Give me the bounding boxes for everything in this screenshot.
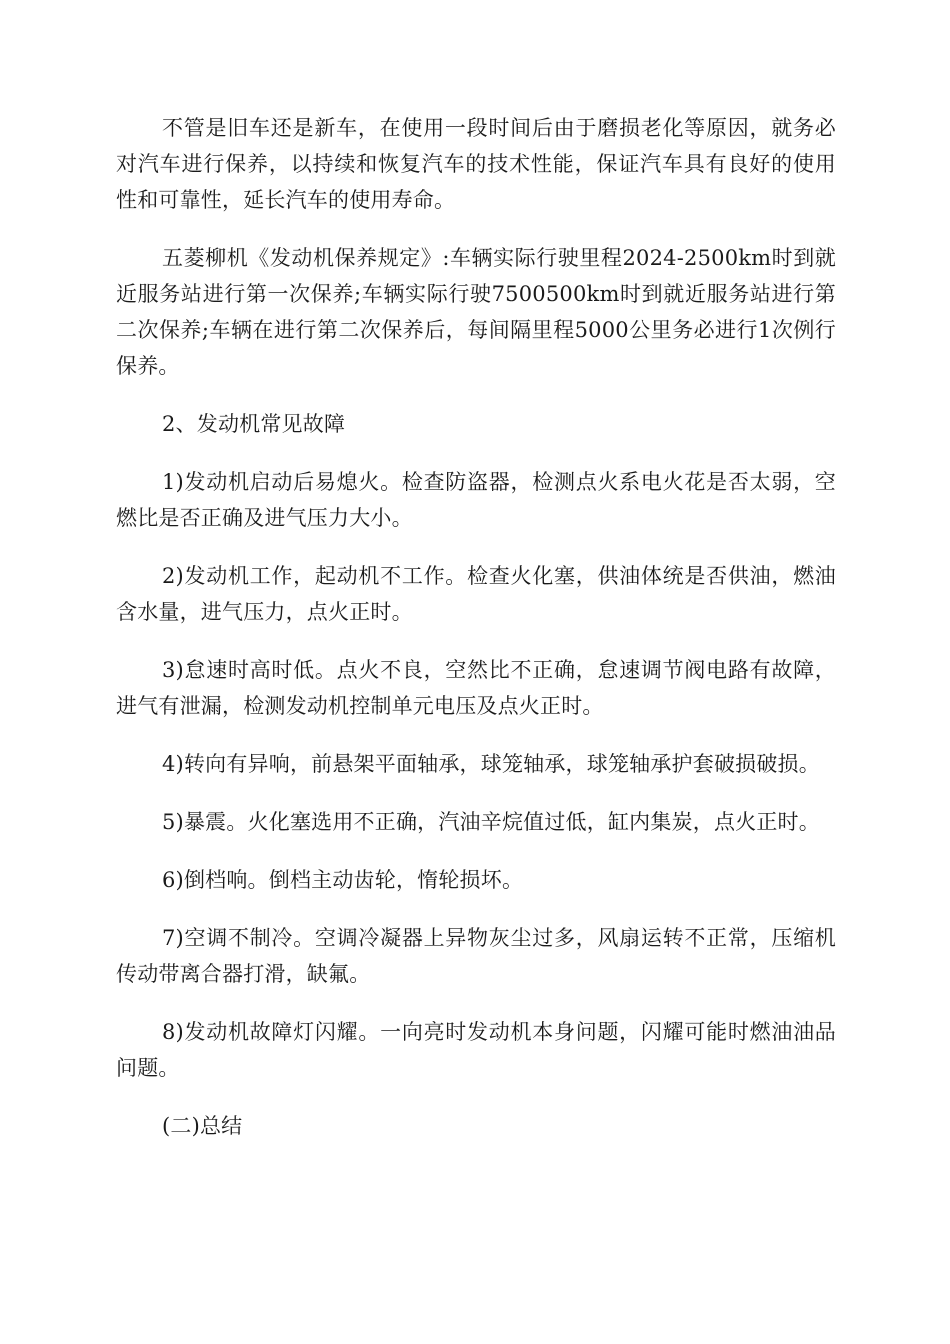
document-body <box>116 110 836 1166</box>
section-heading-summary: (二)总结 <box>162 1114 243 1138</box>
paragraph-intro: 不管是旧车还是新车，在使用一段时间后由于磨损老化等原因，就务必对汽车进行保养，以持续和恢复汽车的技术性能，保证汽车具有良好的使用性和可靠性，延长汽车的使用寿命。 <box>116 116 836 212</box>
paragraph-maintenance-rules: 五菱柳机《发动机保养规定》:车辆实际行驶里程2024-2500km时到就近服务站进行第一次保养;车辆实际行驶7500500km时到就近服务站进行第二次保养;车辆在进行第二次保养后，每间隔里程5000公里务必进行1次例行保养。 <box>116 246 836 378</box>
fault-item-6: 6)倒档响。倒档主动齿轮，惰轮损坏。 <box>162 868 524 892</box>
fault-item-8: 8)发动机故障灯闪耀。一向亮时发动机本身问题，闪耀可能时燃油油品问题。 <box>116 1020 836 1080</box>
fault-item-3: 3)怠速时高时低。点火不良，空然比不正确，怠速调节阀电路有故障，进气有泄漏，检测发动机控制单元电压及点火正时。 <box>116 658 836 718</box>
fault-item-7: 7)空调不制冷。空调冷凝器上异物灰尘过多，风扇运转不正常，压缩机传动带离合器打滑，缺氟。 <box>116 926 836 986</box>
fault-item-4: 4)转向有异响，前悬架平面轴承，球笼轴承，球笼轴承护套破损破损。 <box>162 752 820 776</box>
section-heading-common-faults: 2、发动机常见故障 <box>162 412 346 436</box>
fault-item-5: 5)暴震。火化塞选用不正确，汽油辛烷值过低，缸内集炭，点火正时。 <box>162 810 820 834</box>
fault-item-2: 2)发动机工作，起动机不工作。检查火化塞，供油体统是否供油，燃油含水量，进气压力，点火正时。 <box>116 564 836 624</box>
fault-item-1: 1)发动机启动后易熄火。检查防盗器，检测点火系电火花是否太弱，空燃比是否正确及进气压力大小。 <box>116 470 836 530</box>
